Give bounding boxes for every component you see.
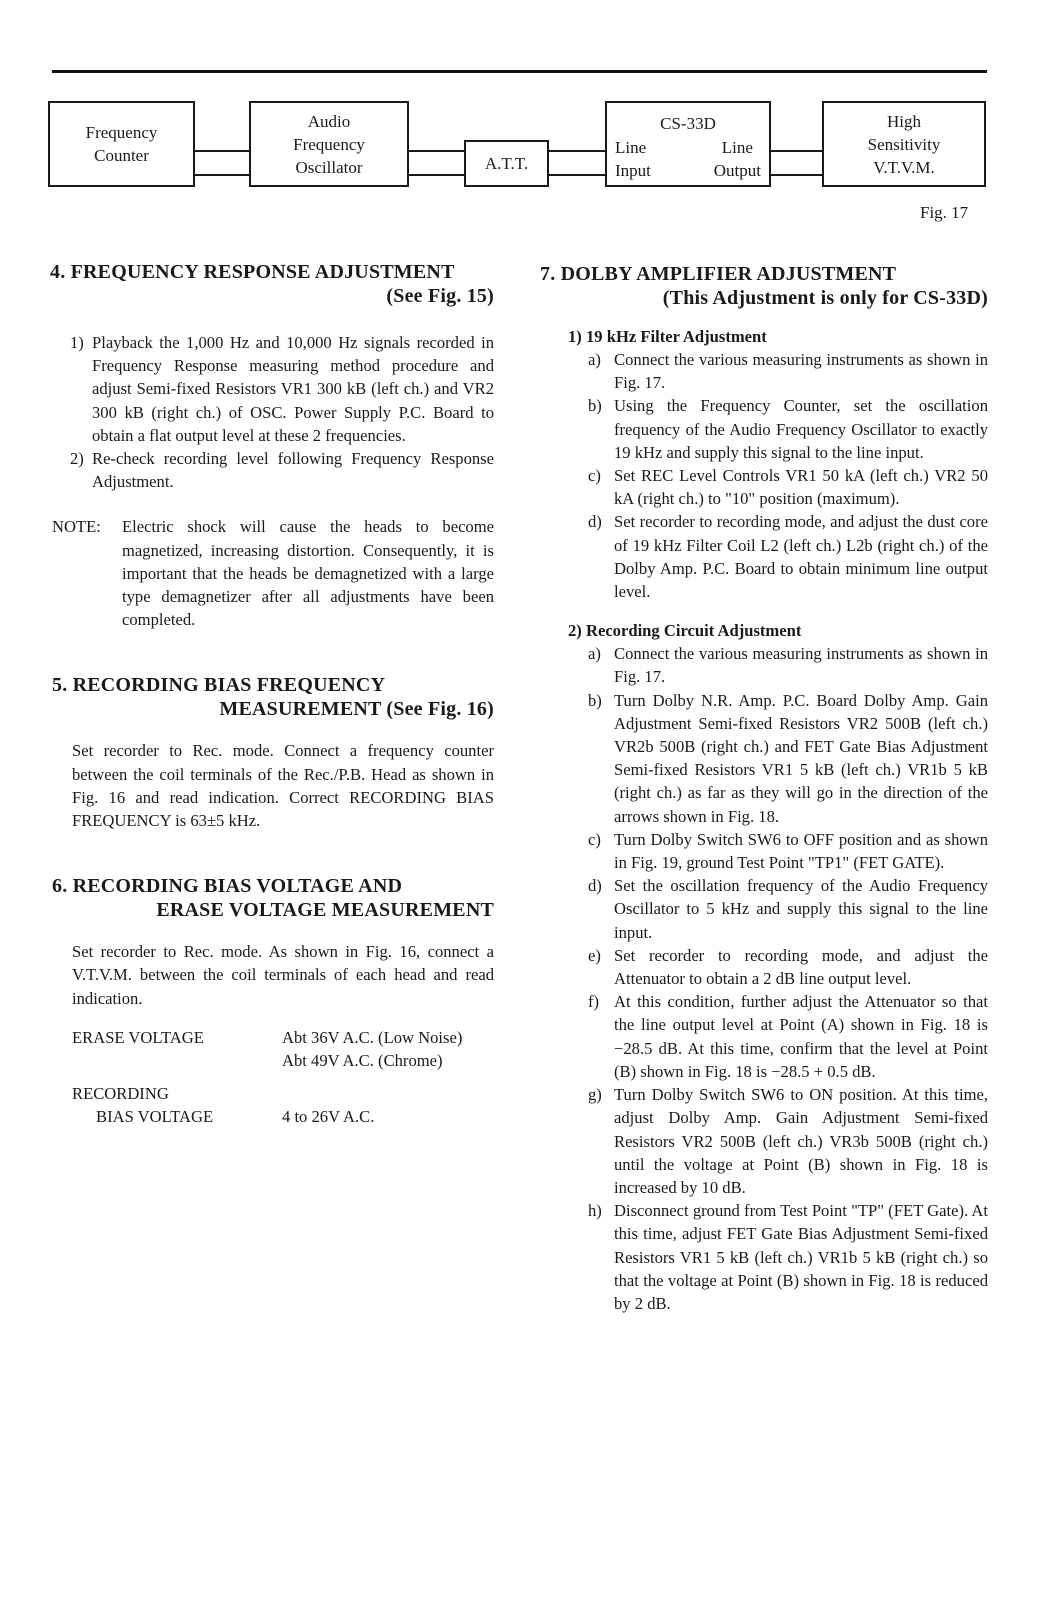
audio-oscillator-box: Audio Frequency Oscillator (249, 101, 409, 187)
section-7 (540, 262, 988, 1315)
cs33d-box: CS-33D Line Input Line Output (605, 101, 771, 187)
list-item: b) Turn Dolby N.R. Amp. P.C. Board Dolby Amp. Gain Adjustment Semi-fixed Resistors VR2 500B (left ch.) VR2b 500B (right ch.) and FET Gate Bias Adjustment Semi-fixed Resistors VR1 5 kB (left ch.) VR1b 5 kB (right ch.) as far as they will go in the direction of the arrows shown in Fig. 18. (588, 690, 988, 826)
list-item: 1) Playback the 1,000 Hz and 10,000 Hz signals recorded in Frequency Response measuring method procedure and adjust Semi-fixed Resistors VR1 300 kB (left ch.) and VR2 300 kB (right ch.) of OSC. Power Supply P.C. Board to obtain a flat output level at these 2 frequencies. (70, 333, 494, 445)
frequency-counter-box: Frequency Counter (48, 101, 195, 187)
list-item: a) Connect the various measuring instruments as shown in Fig. 17. (588, 350, 988, 393)
wire (771, 174, 822, 176)
subsection-heading: 1) 19 kHz Filter Adjustment (568, 327, 767, 346)
section-5-heading: 5. RECORDING BIAS FREQUENCY MEASUREMENT (See Fig. 16) (52, 674, 494, 721)
wire (409, 174, 464, 176)
wire (195, 150, 249, 152)
right-column (540, 262, 988, 1315)
vtvm-box: High Sensitivity V.T.V.M. (822, 101, 986, 187)
section-4 (52, 260, 494, 631)
list-item: d) Set the oscillation frequency of the Audio Frequency Oscillator to 5 kHz and supply this signal to the line input. (588, 876, 988, 942)
list-item: h) Disconnect ground from Test Point "TP" (FET Gate). At this time, adjust FET Gate Bias Adjustment Semi-fixed Resistors VR1 5 kB (left ch.) VR1b 5 kB (right ch.) so that the voltage at Point (B) shown in Fig. 18 is reduced by 2 dB. (588, 1201, 988, 1313)
list-item: e) Set recorder to recording mode, and adjust the Attenuator to obtain a 2 dB line output level. (588, 945, 988, 989)
list-item: c) Turn Dolby Switch SW6 to OFF position and as shown in Fig. 19, ground Test Point "TP1" (FET GATE). (588, 829, 988, 873)
left-column (52, 260, 494, 1129)
wire (409, 150, 464, 152)
section-7-heading: 7. DOLBY AMPLIFIER ADJUSTMENT (This Adjustment is only for CS-33D) (540, 263, 988, 309)
list-item: a) Connect the various measuring instruments as shown in Fig. 17. (588, 644, 988, 687)
list-item: g) Turn Dolby Switch SW6 to ON position. At this time, adjust Dolby Amp. Gain Adjustment Semi-fixed Resistors VR2 500B (left ch.) VR3b 500B (right ch.) until the voltage at Point (B) shown in Fig. 18 is increased by 10 dB. (588, 1085, 988, 1197)
list-item: b) Using the Frequency Counter, set the oscillation frequency of the Audio Frequency Oscillator to exactly 19 kHz and supply this signal to the line input. (588, 396, 988, 462)
list-item: c) Set REC Level Controls VR1 50 kA (left ch.) VR2 50 kA (right ch.) to "10" position (maximum). (588, 466, 988, 509)
list-item: f) At this condition, further adjust the Attenuator so that the line output level at Point (A) shown in Fig. 18 is −28.5 dB. At this time, confirm that the level at Point (B) shown in Fig. 18 is −28.5 + 0.5 dB. (588, 992, 988, 1081)
wire (771, 150, 822, 152)
list-item: 2) Re-check recording level following Frequency Response Adjustment. (70, 449, 494, 492)
voltage-table: ERASE VOLTAGE Abt 36V A.C. (Low Noise) Abt 49V A.C. (Chrome) RECORDING BIAS VOLTAGE 4 to 26V A.C. (72, 1027, 463, 1127)
wire (195, 174, 249, 176)
wire (549, 174, 605, 176)
wire (549, 150, 605, 152)
section-5: 5. RECORDING BIAS FREQUENCY MEASUREMENT (See Fig. 16) Set recorder to Rec. mode. Connect a frequency counter between the coil terminals of the Rec./P.B. Head as shown in Fig. 16 and read indication. Correct RECORDING BIAS FREQUENCY is 63±5 kHz. (52, 674, 494, 831)
subsection-heading: 2) Recording Circuit Adjustment (568, 621, 802, 641)
list-item: d) Set recorder to recording mode, and adjust the dust core of 19 kHz Filter Coil L2 (left ch.) L2b (right ch.) of the Dolby Amp. P.C. Board to obtain minimum line output level. (588, 512, 988, 602)
section-6: 6. RECORDING BIAS VOLTAGE AND ERASE VOLTAGE MEASUREMENT Set recorder to Rec. mode. As shown in Fig. 16, connect a V.T.V.M. between the coil terminals of each head and read indication. ERASE VOLTAGE Abt 36V A.C. (Low Noise) Abt 49V A.C. (Chrome) RECORDING BIAS VOLTAGE 4 to 26V A.C. (52, 874, 494, 1128)
attenuator-box: A.T.T. (464, 140, 549, 187)
line-output-label: Line Output (713, 138, 761, 180)
figure-caption: Fig. 17 (920, 203, 969, 222)
note: NOTE: Electric shock will cause the heads to become magnetized, increasing distortion. Consequently, it is important that the heads be demagnetized with a large type demagnetizer after all adjustments have been completed. (52, 517, 494, 630)
line-input-label: Line Input (615, 138, 651, 180)
section-6-heading: 6. RECORDING BIAS VOLTAGE AND ERASE VOLTAGE MEASUREMENT (52, 875, 494, 922)
section-4-heading: 4. FREQUENCY RESPONSE ADJUSTMENT (See Fig. 15) (50, 261, 494, 307)
top-rule (52, 70, 987, 73)
